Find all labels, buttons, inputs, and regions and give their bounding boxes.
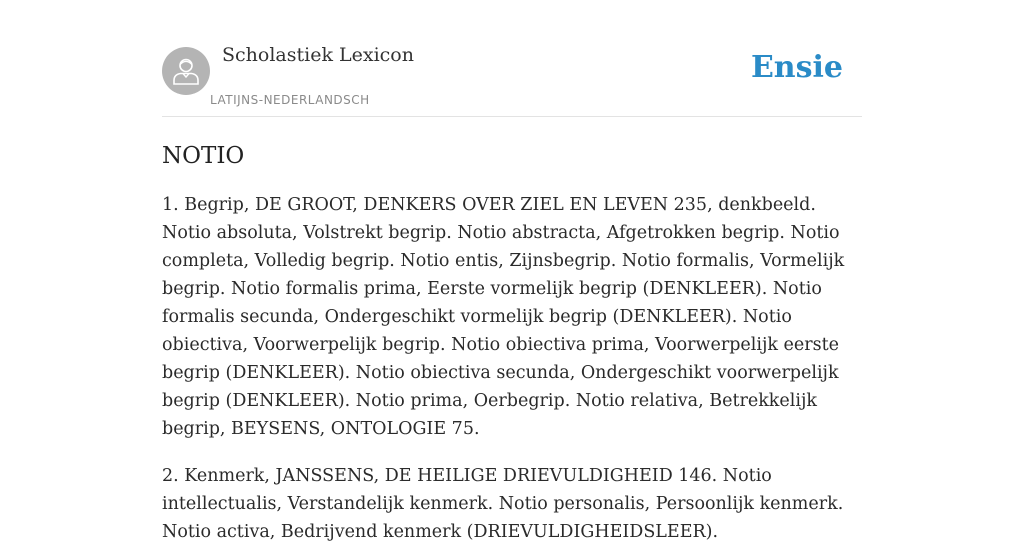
source-header xyxy=(162,0,862,117)
entry-headword: NOTIO xyxy=(162,143,245,169)
source-title[interactable]: Scholastiek Lexicon xyxy=(222,44,414,66)
definition-paragraph-2: 2. Kenmerk, JANSSENS, DE HEILIGE DRIEVULDIGHEID 146. Notio intellectualis, Verstandelijk kenmerk. Notio personalis, Persoonlijk kenmerk. Notio activa, Bedrijvend kenmerk (DRIEVULDIGHEIDSLEER). xyxy=(162,466,844,542)
source-subtitle: LATIJNS-NEDERLANDSCH xyxy=(210,93,370,107)
user-avatar-icon[interactable] xyxy=(162,47,210,95)
brand-logo[interactable]: Ensie xyxy=(750,50,843,85)
page xyxy=(162,0,862,546)
definition-paragraph-1: 1. Begrip, DE GROOT, DENKERS OVER ZIEL EN LEVEN 235, denkbeeld. Notio absoluta, Volstrekt begrip. Notio abstracta, Afgetrokken begrip. Notio completa, Volledig begrip. Notio entis, Zijnsbegrip. Notio formalis, Vormelijk begrip. Notio formalis prima, Eerste vormelijk begrip (DENKLEER). Notio formalis secunda, Ondergeschikt vormelijk begrip (DENKLEER). Notio obiectiva, Voorwerpelijk begrip. Notio obiectiva prima, Voorwerpelijk eerste begrip (DENKLEER). Notio obiectiva secunda, Ondergeschikt voorwerpelijk begrip (DENKLEER). Notio prima, Oerbegrip. Notio relativa, Betrekkelijk begrip, BEYSENS, ONTOLOGIE 75. xyxy=(162,195,845,439)
